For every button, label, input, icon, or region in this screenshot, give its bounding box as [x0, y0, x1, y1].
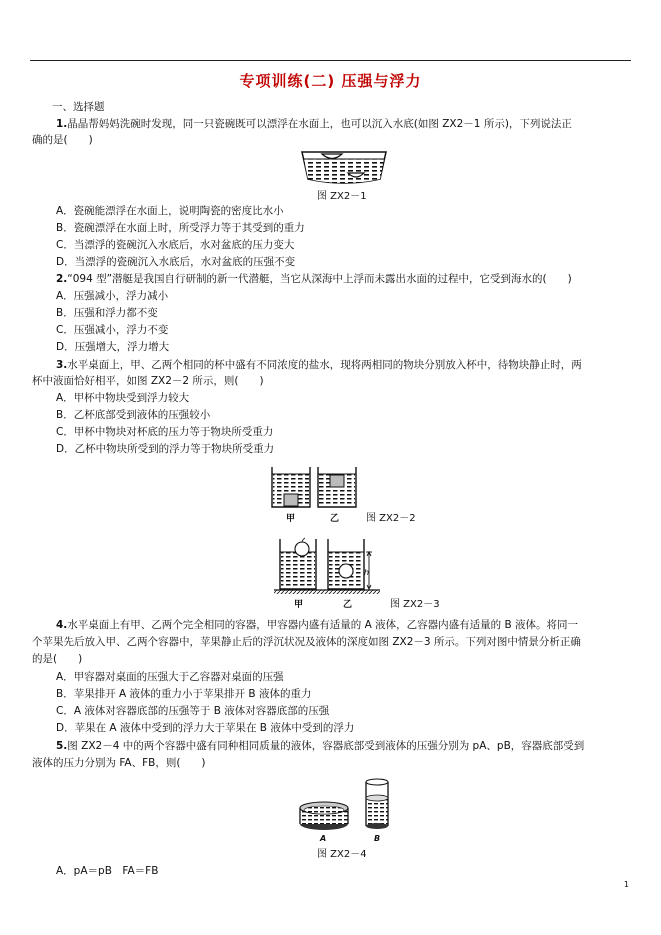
q4-number: 4.	[56, 619, 68, 631]
fig3-caption: 图 ZX2－3	[390, 599, 440, 610]
q3-option-a: A．甲杯中物块受到浮力较大	[56, 392, 190, 404]
q3-number: 3.	[56, 359, 68, 371]
figure-zx2-4	[296, 778, 396, 834]
figure-zx2-3	[272, 535, 382, 597]
q5-line-2: 液体的压力分别为 FA、FB，则( )	[32, 757, 206, 769]
q3-figure-caption: 图 ZX2－2	[366, 513, 416, 524]
q3-line-2: 杯中液面恰好相平，如图 ZX2－2 所示，则( )	[32, 375, 264, 387]
q4-option-b: B．苹果排开 A 液体的重力小于苹果排开 B 液体的重力	[56, 688, 312, 700]
section-heading: 一、选择题	[52, 101, 105, 113]
fig4-label-b: B	[374, 834, 381, 843]
q2-line-1: 2.“094 型”潜艇是我国自行研制的新一代潜艇，当它从深海中上浮而未露出水面的过程中，它受到海水的( )	[56, 273, 572, 285]
q3-option-b: B．乙杯底部受到液体的压强较小	[56, 409, 211, 421]
q1-number: 1.	[56, 118, 68, 130]
q2-option-a: A．压强减小，浮力减小	[56, 290, 169, 302]
q5-number: 5.	[56, 740, 68, 752]
q5-figure-caption: 图 ZX2－4	[317, 849, 367, 860]
q4-line-3: 的是( )	[32, 653, 83, 665]
q3-option-c: C．甲杯中物块对杯底的压力等于物块所受重力	[56, 426, 274, 438]
q1-line-1: 1.晶晶帮妈妈洗碗时发现，同一只瓷碗既可以漂浮在水面上，也可以沉入水底(如图 ZX2－1 所示)，下列说法正	[56, 118, 572, 130]
fig3-label-h: h	[364, 568, 370, 577]
q2-option-c: C．压强减小，浮力不变	[56, 324, 169, 336]
header-rule	[30, 60, 631, 61]
figure-zx2-2	[270, 465, 362, 509]
q4-line-2: 个苹果先后放入甲、乙两个容器中，苹果静止后的浮沉状况及液体的深度如图 ZX2－3 所示。下列对图中情景分析正确	[32, 636, 581, 648]
q4-option-c: C．A 液体对容器底部的压强等于 B 液体对容器底部的压强	[56, 705, 330, 717]
q5-line-1: 5.图 ZX2－4 中的两个容器中盛有同种相同质量的液体，容器底部受到液体的压强分别为 pA、pB，容器底部受到	[56, 740, 585, 752]
q3-option-d: D．乙杯中物块所受到的浮力等于物块所受重力	[56, 443, 275, 455]
q1-option-a: A．瓷碗能漂浮在水面上，说明陶瓷的密度比水小	[56, 205, 284, 217]
page-title: 专项训练(二) 压强与浮力	[239, 72, 422, 90]
q2-option-d: D．压强增大，浮力增大	[56, 341, 170, 353]
fig4-label-a: A	[320, 834, 327, 843]
q4-option-d: D．苹果在 A 液体中受到的浮力大于苹果在 B 液体中受到的浮力	[56, 722, 355, 734]
q1-line-2: 确的是( )	[32, 134, 93, 146]
page-number: 1	[623, 880, 629, 889]
q1-option-c: C．当漂浮的瓷碗沉入水底后，水对盆底的压力变大	[56, 239, 295, 251]
q1-figure-caption: 图 ZX2－1	[317, 191, 367, 202]
fig2-label-yi: 乙	[330, 514, 340, 524]
q1-option-b: B．瓷碗漂浮在水面上时，所受浮力等于其受到的重力	[56, 222, 305, 234]
q3-line-1: 3.水平桌面上，甲、乙两个相同的杯中盛有不同浓度的盐水，现将两相同的物块分别放入杯中，待物块静止时，两	[56, 359, 582, 371]
q1-option-d: D．当漂浮的瓷碗沉入水底后，水对盆底的压强不变	[56, 256, 296, 268]
q4-option-a: A．甲容器对桌面的压强大于乙容器对桌面的压强	[56, 671, 284, 683]
figure-zx2-1	[300, 149, 388, 187]
q2-option-b: B．压强和浮力都不变	[56, 307, 158, 319]
q4-line-1: 4.水平桌面上有甲、乙两个完全相同的容器，甲容器内盛有适量的 A 液体，乙容器内盛有适量的 B 液体。将同一	[56, 619, 579, 631]
fig3-label-yi: 乙	[343, 600, 353, 610]
q2-number: 2.	[56, 273, 68, 285]
fig3-label-jia: 甲	[294, 600, 304, 610]
fig2-label-jia: 甲	[286, 514, 296, 524]
q5-option-a: A．pA＝pB FA＝FB	[56, 865, 159, 877]
